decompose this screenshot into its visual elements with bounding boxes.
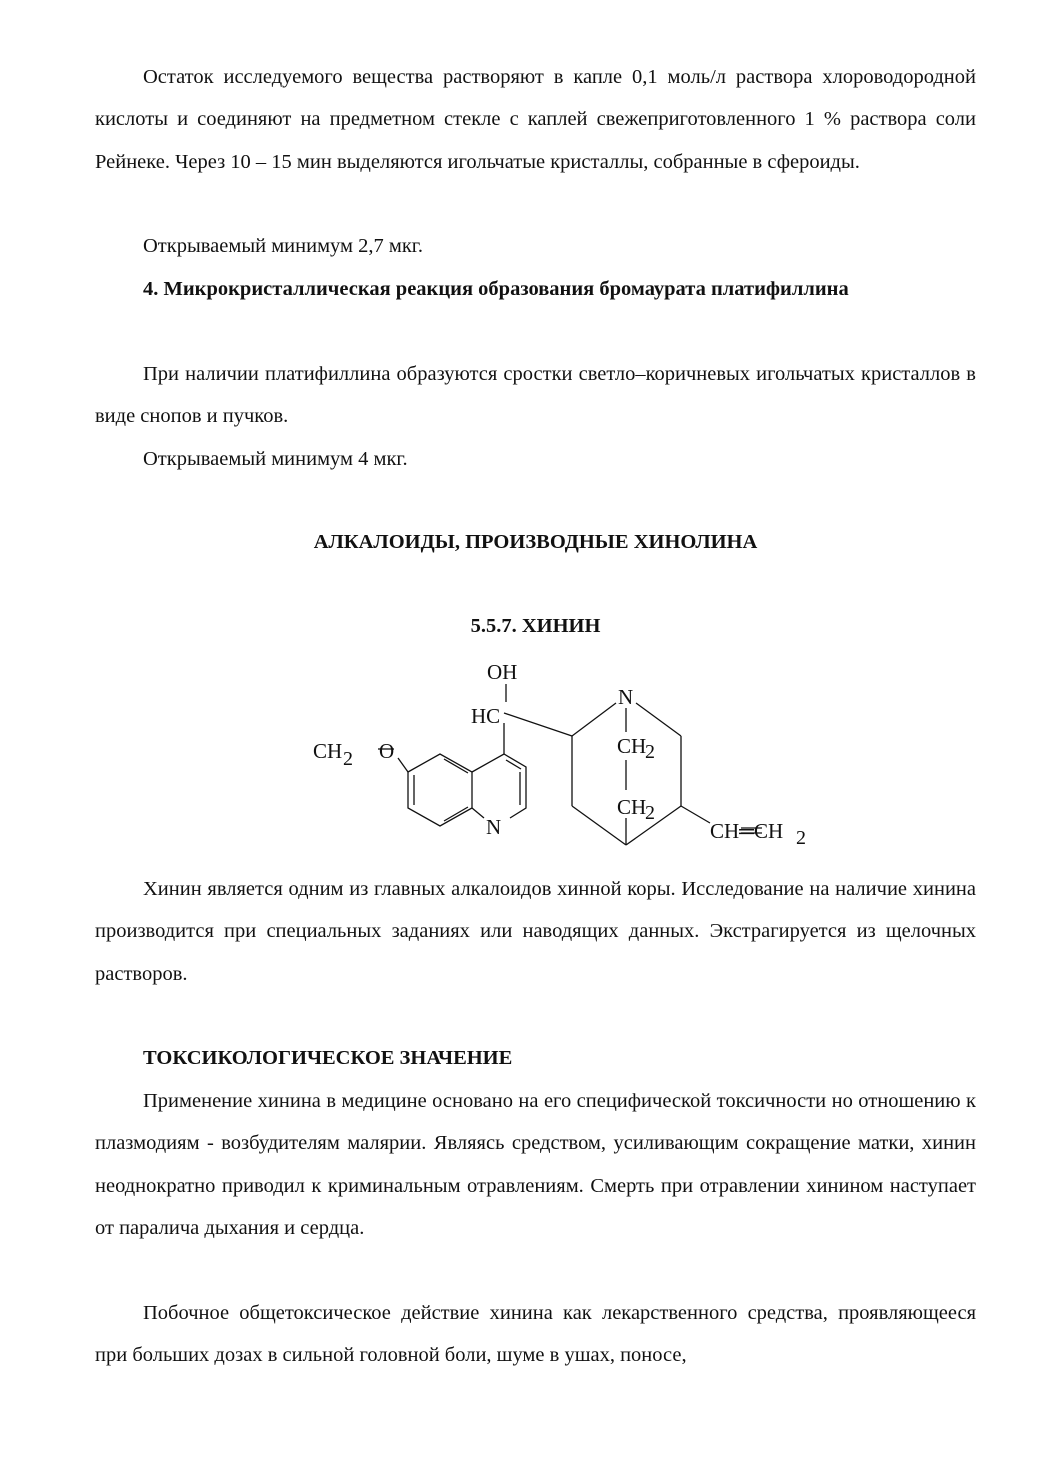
ch2-lower-label: CH: [617, 795, 647, 819]
methoxy-subscript: 2: [343, 748, 353, 770]
ch2-upper-subscript: 2: [645, 741, 655, 763]
quinuclidine-bond: [572, 703, 616, 736]
paragraph-reinecke-salt: Остаток исследуемого вещества растворяют в капле 0,1 моль/л раствора хлороводородной кислоты и соединяют на предметном стекле с каплей свежеприготовленного 1 % раствора соли Рейнеке. Через 10 – 15 мин выделяются игольчатые кристаллы, собранные в сфероиды.: [95, 66, 976, 173]
pyridine-ring: [472, 754, 526, 818]
heading-platyphylline-reaction: 4. Микрокристаллическая реакция образования бромаурата платифиллина: [143, 278, 849, 300]
vinyl-bond: [681, 806, 710, 823]
quinuclidine-bond: [636, 703, 681, 736]
methoxy-ch-label: CH: [313, 739, 343, 763]
section-title: АЛКАЛОИДЫ, ПРОИЗВОДНЫЕ ХИНОЛИНА: [313, 531, 758, 553]
ch2-lower-subscript: 2: [645, 802, 655, 824]
methoxy-o-label: O: [379, 739, 395, 763]
hc-label: HC: [471, 704, 501, 728]
paragraph-detection-limit-2: Открываемый минимум 4 мкг.: [143, 448, 408, 470]
benzene-double-bond: [444, 759, 468, 773]
paragraph-quinine-intro: Хинин является одним из главных алкалоидов хинной коры. Исследование на наличие хинина производится при специальных заданиях или наводящих данных. Экстрагируется из щелочных растворов.: [95, 878, 976, 985]
vinyl-label: CH═CH: [710, 819, 784, 843]
oh-label: OH: [487, 660, 518, 684]
n-quinuclidine-label: N: [618, 685, 634, 709]
paragraph-toxicity: Применение хинина в медицине основано на его специфической токсичности но отношению к плазмодиям - возбудителям малярии. Являясь средством, усиливающим сокращение матки, хинин неоднократно приводил к криминальным отравлениям. Смерть при отравлении хинином наступает от паралича дыхания и сердца.: [95, 1090, 976, 1239]
pyridine-double-bond: [506, 760, 521, 769]
heading-toxicological-significance: ТОКСИКОЛОГИЧЕСКОЕ ЗНАЧЕНИЕ: [143, 1047, 513, 1069]
ch2-upper-label: CH: [617, 734, 647, 758]
benzene-ring: [408, 754, 472, 826]
n-quinoline-label: N: [486, 815, 502, 839]
pyridine-bond: [472, 808, 484, 818]
paragraph-platyphylline-crystals: При наличии платифиллина образуются сростки светло–коричневых игольчатых кристаллов в виде снопов и пучков.: [95, 363, 976, 428]
paragraph-detection-limit-1: Открываемый минимум 2,7 мкг.: [143, 235, 424, 257]
ch-quinuclidine-bond: [504, 713, 572, 736]
vinyl-subscript: 2: [796, 827, 806, 849]
benzene-double-bond: [444, 807, 468, 821]
methoxy-o-bond: [398, 758, 408, 772]
paragraph-side-effects: Побочное общетоксическое действие хинина как лекарственного средства, проявляющееся при больших дозах в сильной головной боли, шуме в ушах, поносе,: [95, 1302, 976, 1367]
subsection-title: 5.5.7. ХИНИН: [470, 615, 601, 637]
